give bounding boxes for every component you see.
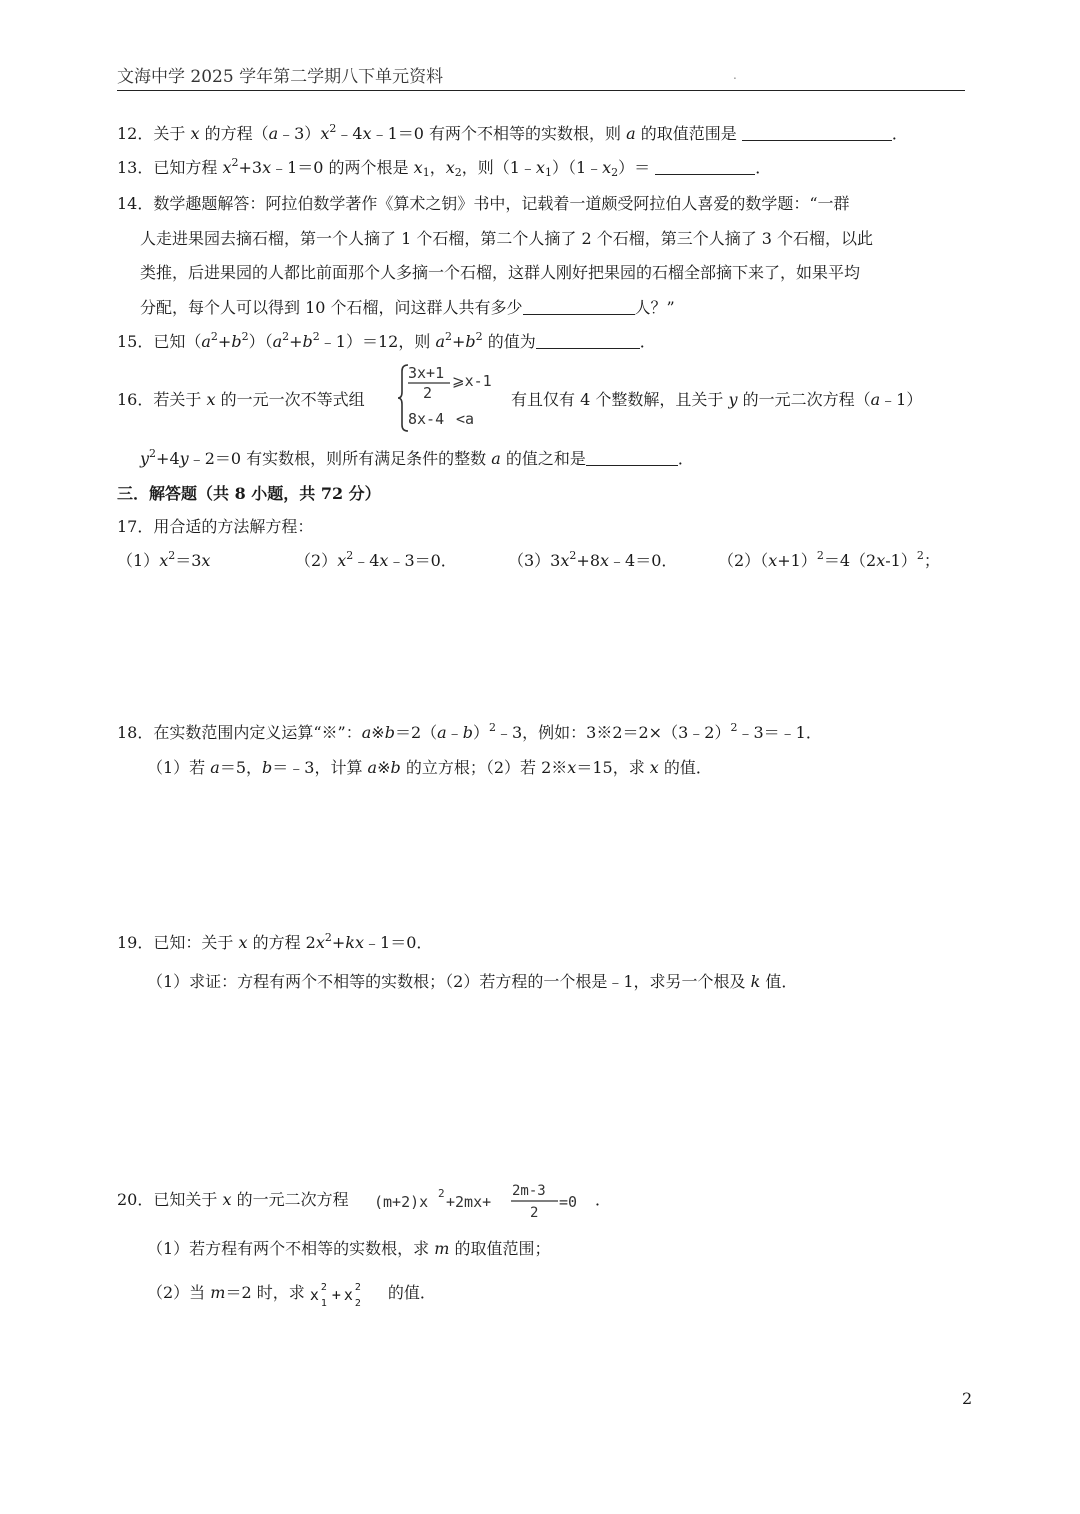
question-17-part-2: $(2)x^2﹣4x﹣3=0$． [295,549,457,570]
question-16-intro: 16．若关于 x 的一元一次不等式组 [117,390,365,409]
answer-blank[interactable] [536,334,640,349]
header-mark: . [733,68,737,82]
question-14-line-3: 类推，后进果园的人都比前面那个人多摘一个石榴，这群人刚好把果园的石榴全部摘下来了，如果平均 [140,263,861,282]
eq-denominator: 2 [530,1205,539,1221]
eq-numerator: 2m-3 [512,1183,546,1199]
eq-mid: +2mx+ [446,1193,492,1211]
question-18-subparts: （1）若 a＝5，b＝﹣3，计算 a※b 的立方根；（2）若 2※x＝15，求 x 的值． [147,758,712,777]
eq-left: (m+2)x [374,1193,429,1211]
brace-icon [398,365,408,431]
question-17-part-4: $(2)(x+1)^2=4(2x-1)^2$； [718,549,940,570]
question-12: 12．关于 x 的方程$(a﹣3)x^2﹣4x﹣1=0$ 有两个不相等的实数根，则 a 的取值范围是 ． [117,122,908,143]
system-numerator: 3x+1 [408,364,445,382]
answer-blank[interactable] [742,126,892,141]
question-19-subparts: （1）求证：方程有两个不相等的实数根；（2）若方程的一个根是﹣1，求另一个根及 k 值． [147,972,798,991]
question-16-line-2: $y^2+4y﹣2=0$ 有实数根，则所有满足条件的整数 a 的值之和是 ． [140,447,694,468]
question-17-title: 17．用合适的方法解方程： [117,517,314,536]
question-20-period: ． [595,1190,612,1209]
question-14-line-4: 分配，每个人可以得到 10 个石榴，问这群人共有多少 人？” [140,298,675,317]
header-title: 文海中学 2025 学年第二学期八下单元资料 [117,67,444,87]
question-15: 15．已知$(a^2+b^2)(a^2+b^2﹣1)=12$，则 $a^2+b^2$ 的值为 ． [117,330,656,351]
eq-right: =0 [559,1193,578,1211]
question-13: 13．已知方程 $x^2+3x﹣1=0$ 的两个根是 $x_1$，$x_2$，则$(1﹣x_1)(1﹣x_2)=$ ． [117,156,772,179]
question-14-line-2: 人走进果园去摘石榴，第一个人摘了 1 个石榴，第二个人摘了 2 个石榴，第三个人摘了 3 个石榴，以此 [140,229,874,248]
question-19: 19．已知：关于 x 的方程 $2x^2+kx﹣1=0$． [117,931,433,952]
question-20-part-1: （1）若方程有两个不相等的实数根，求 m 的取值范围； [147,1239,551,1258]
question-17-part-3: $(3)3x^2+8x﹣4=0$． [508,549,678,570]
answer-blank[interactable] [586,451,678,466]
equation-20 [372,1180,602,1222]
system-relation-1: ⩾x-1 [452,372,492,390]
question-20-intro: 20．已知关于 x 的一元二次方程 [117,1190,349,1209]
eq-square: 2 [438,1187,445,1200]
answer-blank[interactable] [523,300,635,315]
system-relation-2: <a [456,410,475,428]
system-line-2: 8x-4 [408,410,445,428]
question-14-line-1: 14．数学趣题解答：阿拉伯数学著作《算术之钥》书中，记载着一道颇受阿拉伯人喜爱的数学题：“一群 [117,194,850,213]
page-number: 2 [962,1389,973,1408]
question-17-part-1: $(1)x^2=3x$ [117,549,211,570]
sum-of-squares: x 2 1 + x 2 2 [309,1282,361,1309]
answer-blank[interactable] [655,160,755,175]
inequality-system [398,362,510,434]
system-denominator: 2 [423,384,433,402]
page-header [117,66,965,91]
question-18: 18．在实数范围内定义运算“※”：a※b＝2（a﹣b）$^2$﹣3，例如：3※2＝2×（3﹣2）$^2$﹣3＝﹣1． [117,721,822,742]
section-heading: 三．解答题（共 8 小题，共 72 分） [117,484,381,503]
question-20-part-2: （2）当 m＝2 时，求 x 2 1 + x 2 2 的值． [147,1282,436,1309]
question-16-tail: 有且仅有 4 个整数解，且关于 y 的一元二次方程（a﹣1） [511,390,923,409]
